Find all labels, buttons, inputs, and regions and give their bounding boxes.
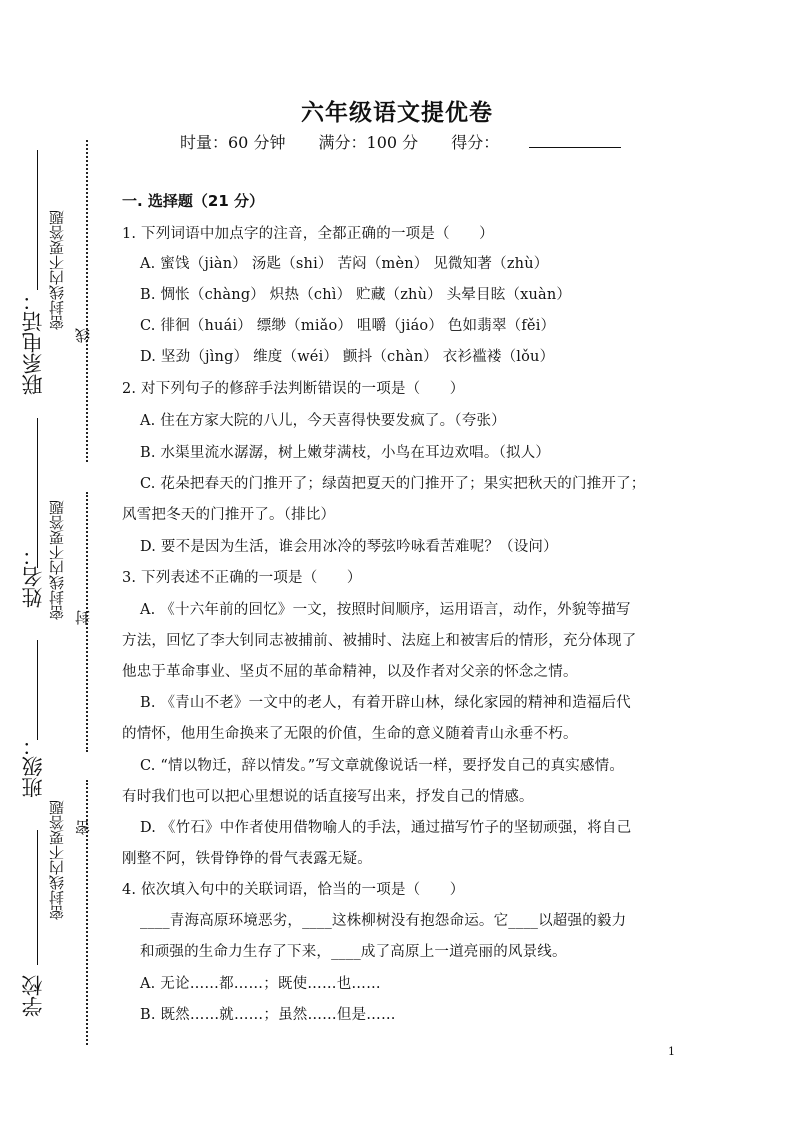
school-label: 学校 xyxy=(21,975,45,1017)
option-3c-cont: 有时我们也可以把心里想说的话直接写出来，抒发自己的情感。 xyxy=(122,789,534,805)
question-1: 1. 下列词语中加点字的注音，全都正确的一项是（ ） xyxy=(122,226,494,242)
page-title: 六年级语文提优卷 xyxy=(301,100,493,126)
option-4b: B. 既然……就……；虽然……但是…… xyxy=(140,1007,396,1023)
seal-line-1 xyxy=(86,140,88,462)
option-1c: C. 徘徊（huái） 缥缈（miǎo） 咀嚼（jiáo） 色如翡翠（fěi） xyxy=(140,318,556,334)
option-2b: B. 水渠里流水潺潺，树上嫩芽满枝，小鸟在耳边欢唱。（拟人） xyxy=(140,445,551,461)
option-3a: A. 《十六年前的回忆》一文，按照时间顺序，运用语言，动作，外貌等描写 xyxy=(140,602,631,618)
question-4-stem-cont: 和顽强的生命力生存了下来，____成了高原上一道亮丽的风景线。 xyxy=(140,944,567,960)
class-underline xyxy=(37,640,38,740)
score-blank[interactable] xyxy=(529,133,621,148)
option-3d: D. 《竹石》中作者使用借物喻人的手法，通过描写竹子的坚韧顽强，将自己 xyxy=(140,820,632,836)
option-3c: C. “情以物迁，辞以情发。”写文章就像说话一样，要抒发自己的真实感情。 xyxy=(140,758,625,774)
option-2c: C. 花朵把春天的门推开了；绿茵把夏天的门推开了；果实把秋天的门推开了； xyxy=(140,476,646,492)
seal-char-seal: 封 xyxy=(74,610,92,625)
time-limit: 时量：60 分钟 xyxy=(180,133,286,152)
option-2c-cont: 风雪把冬天的门推开了。（排比） xyxy=(122,507,336,523)
question-4: 4. 依次填入句中的关联词语，恰当的一项是（ ） xyxy=(122,882,465,898)
class-label: 班级： xyxy=(21,735,45,798)
phone-underline xyxy=(37,150,38,290)
option-3a-cont1: 方法，回忆了李大钊同志被捕前、被捕时、法庭上和被害后的情形，充分体现了 xyxy=(122,633,637,649)
option-1b: B. 惆怅（chàng） 炽热（chì） 贮藏（zhù） 头晕目眩（xuàn） xyxy=(140,287,572,303)
seal-hint-3: 密封线内不要答题 xyxy=(48,800,66,920)
score-label: 得分： xyxy=(451,133,500,152)
question-3: 3. 下列表述不正确的一项是（ ） xyxy=(122,570,362,586)
seal-hint-1: 密封线内不要答题 xyxy=(48,210,66,330)
option-2d: D. 要不是因为生活，谁会用冰冷的琴弦吟咏看苦难呢？（设问） xyxy=(140,539,558,555)
phone-label: 联系电话： xyxy=(21,290,45,395)
seal-char-line: 线 xyxy=(74,328,92,343)
question-4-stem: ____青海高原环境恶劣，____这株柳树没有抱怨命运。它____以超强的毅力 xyxy=(140,913,627,929)
option-1d: D. 坚劲（jìng） 维度（wéi） 颤抖（chàn） 衣衫褴褛（lǒu） xyxy=(140,349,555,365)
name-label: 姓名： xyxy=(21,545,45,608)
option-3b: B. 《青山不老》一文中的老人，有着开辟山林，绿化家园的精神和造福后代 xyxy=(140,695,631,711)
seal-char-secret: 密 xyxy=(74,820,92,835)
question-2: 2. 对下列句子的修辞手法判断错误的一项是（ ） xyxy=(122,381,465,397)
section-title: 一. 选择题（21 分） xyxy=(122,192,265,210)
page-number: 1 xyxy=(668,1045,675,1058)
option-1a: A. 蜜饯（jiàn） 汤匙（shi） 苦闷（mèn） 见微知著（zhù） xyxy=(140,256,549,272)
option-3a-cont2: 他忠于革命事业、坚贞不屈的革命精神，以及作者对父亲的怀念之情。 xyxy=(122,664,578,680)
exam-meta xyxy=(180,130,649,153)
option-2a: A. 住在方家大院的八儿，今天喜得快要发疯了。（夸张） xyxy=(140,413,506,429)
full-score: 满分：100 分 xyxy=(318,133,419,152)
option-4a: A. 无论……都……；既使……也…… xyxy=(140,976,381,992)
school-underline xyxy=(37,830,38,965)
option-3d-cont: 刚整不阿，铁骨铮铮的骨气表露无疑。 xyxy=(122,851,372,867)
option-3b-cont: 的情怀，他用生命换来了无限的价值，生命的意义随着青山永垂不朽。 xyxy=(122,726,578,742)
seal-hint-2: 密封线内不要答题 xyxy=(48,500,66,620)
